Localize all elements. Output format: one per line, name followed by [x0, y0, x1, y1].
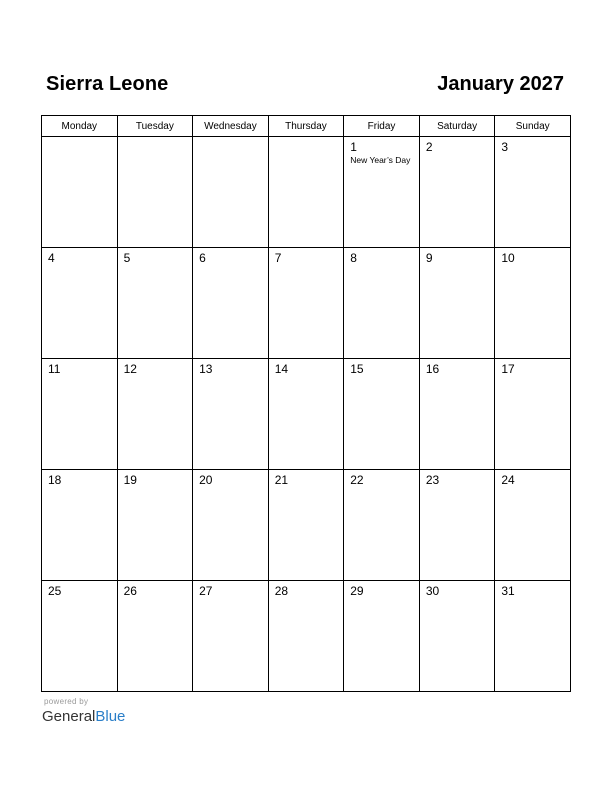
day-number	[42, 137, 117, 140]
day-cell	[344, 581, 420, 692]
day-cell	[419, 359, 495, 470]
day-number: 23	[425, 473, 440, 487]
day-number	[118, 137, 193, 140]
weekday-header: Monday	[42, 116, 118, 137]
weekday-header: Thursday	[268, 116, 344, 137]
day-cell	[268, 359, 344, 470]
day-number: 25	[48, 584, 62, 598]
logo-general-text: General	[42, 708, 96, 725]
day-number: 20	[199, 473, 213, 487]
day-cell	[268, 137, 344, 248]
day-number: 8	[350, 251, 357, 265]
day-cell	[193, 137, 269, 248]
day-cell	[495, 248, 571, 359]
day-cell	[117, 470, 193, 581]
day-cell	[42, 470, 118, 581]
day-cell	[268, 581, 344, 692]
day-number: 22	[350, 473, 364, 487]
day-cell	[42, 248, 118, 359]
day-cell	[495, 137, 571, 248]
day-number: 4	[48, 251, 55, 265]
weekday-header: Wednesday	[193, 116, 269, 137]
day-cell	[42, 137, 118, 248]
day-cell	[344, 470, 420, 581]
day-number: 19	[123, 473, 137, 487]
day-cell	[344, 137, 420, 248]
day-cell	[419, 470, 495, 581]
day-number: 27	[199, 584, 213, 598]
day-number: 21	[274, 473, 289, 487]
brand-footer	[42, 697, 125, 726]
day-number: 30	[425, 584, 440, 598]
day-cell	[495, 470, 571, 581]
day-cell	[117, 581, 193, 692]
month-year-title: January 2027	[437, 73, 564, 95]
day-cell	[419, 248, 495, 359]
day-cell	[193, 248, 269, 359]
day-number: 14	[274, 362, 289, 376]
day-cell	[193, 581, 269, 692]
week-row	[42, 359, 571, 470]
day-cell	[117, 137, 193, 248]
day-cell	[42, 581, 118, 692]
week-row	[42, 470, 571, 581]
day-number: 26	[123, 584, 137, 598]
day-number: 15	[350, 362, 364, 376]
day-cell	[344, 359, 420, 470]
logo-blue-text: Blue	[95, 708, 126, 725]
day-cell	[268, 248, 344, 359]
week-row	[42, 581, 571, 692]
day-number: 5	[123, 251, 131, 265]
country-title: Sierra Leone	[46, 73, 169, 95]
day-number: 2	[425, 140, 433, 154]
day-cell	[495, 359, 571, 470]
day-cell	[344, 248, 420, 359]
day-number: 13	[199, 362, 213, 376]
day-number: 24	[501, 473, 515, 487]
powered-by-label: powered by	[44, 697, 89, 706]
day-cell	[419, 581, 495, 692]
day-number: 28	[274, 584, 289, 598]
generalblue-logo	[42, 708, 125, 726]
day-number	[193, 137, 268, 140]
week-row	[42, 248, 571, 359]
day-number: 7	[274, 251, 282, 265]
day-number: 3	[501, 140, 509, 154]
day-number: 31	[501, 584, 515, 598]
weekday-header-row	[42, 116, 571, 137]
day-number: 12	[123, 362, 137, 376]
day-number: 16	[425, 362, 440, 376]
day-number	[269, 137, 344, 140]
day-cell	[117, 248, 193, 359]
holiday-label: New Year’s Day	[350, 155, 411, 165]
day-cell	[268, 470, 344, 581]
weekday-header: Sunday	[495, 116, 571, 137]
day-number: 18	[48, 473, 62, 487]
day-number: 6	[199, 251, 206, 265]
day-cell	[193, 470, 269, 581]
day-number: 1	[350, 140, 357, 154]
day-number: 11	[48, 362, 61, 376]
day-number: 9	[425, 251, 433, 265]
calendar-grid	[41, 115, 571, 692]
day-cell	[42, 359, 118, 470]
day-number: 29	[350, 584, 364, 598]
weekday-header: Saturday	[419, 116, 495, 137]
day-number: 17	[501, 362, 515, 376]
weekday-header: Tuesday	[117, 116, 193, 137]
day-cell	[117, 359, 193, 470]
day-number: 10	[501, 251, 515, 265]
day-cell	[495, 581, 571, 692]
day-cell	[193, 359, 269, 470]
week-row	[42, 137, 571, 248]
day-cell	[419, 137, 495, 248]
weekday-header: Friday	[344, 116, 420, 137]
